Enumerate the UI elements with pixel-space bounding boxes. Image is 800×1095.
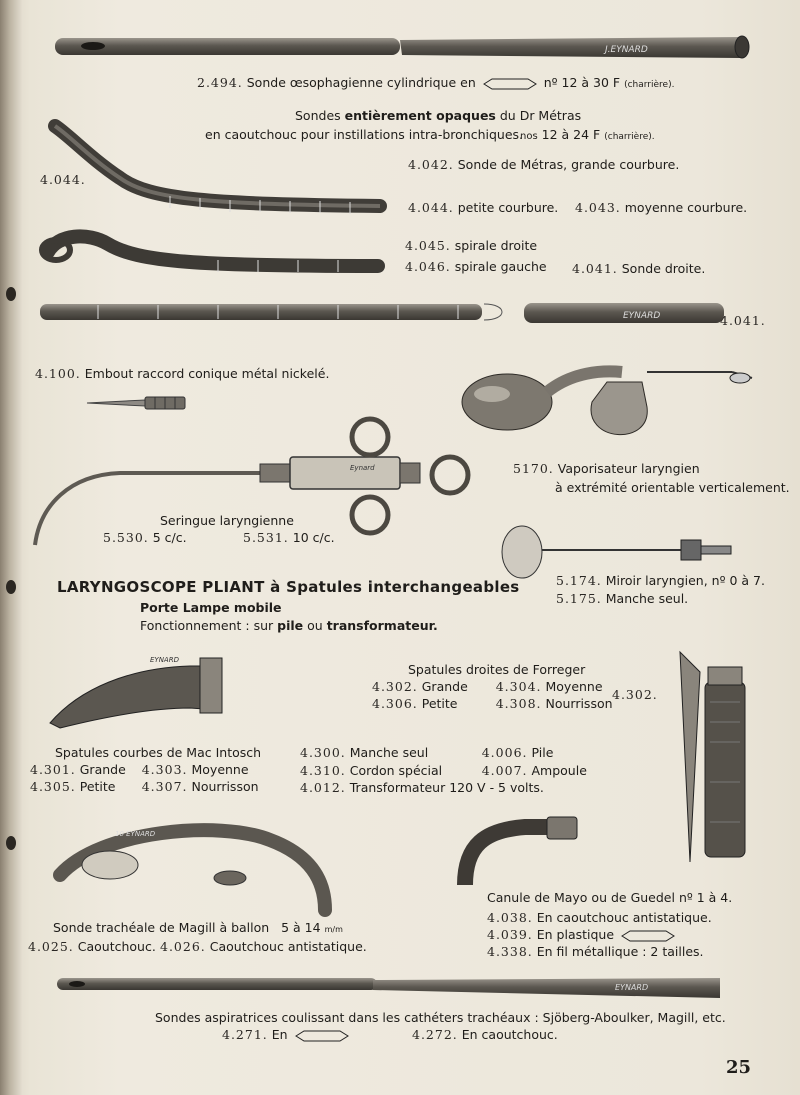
item-5530 bbox=[103, 530, 187, 545]
item-4039 bbox=[487, 927, 678, 944]
item-number: 4.045. bbox=[405, 238, 451, 253]
resinil-logo bbox=[482, 76, 538, 92]
item-4046 bbox=[405, 259, 547, 274]
item-label: Grande bbox=[421, 679, 468, 694]
item-number: 4.338. bbox=[487, 944, 533, 959]
item-4100 bbox=[35, 366, 329, 381]
item-number: 4.042. bbox=[408, 157, 454, 172]
metras-description bbox=[205, 127, 523, 142]
description-text: en caoutchouc pour instillations intra-bronchiques. bbox=[205, 127, 524, 142]
item-number: 4.039. bbox=[487, 927, 533, 942]
item-4271 bbox=[222, 1027, 352, 1044]
item-number: 5.175. bbox=[556, 591, 602, 606]
laryngoscope-title: LARYNGOSCOPE PLIANT à Spatules interchangeables bbox=[57, 578, 520, 596]
item-4044 bbox=[408, 200, 558, 215]
size-range: 5 à 14 bbox=[281, 920, 321, 935]
forreger-row bbox=[372, 679, 603, 694]
suction-catheter-illustration bbox=[55, 972, 725, 1002]
heading-part: du Dr Métras bbox=[499, 108, 582, 123]
item-4043 bbox=[575, 200, 747, 215]
laryngoscope-subtitle: Porte Lampe mobile bbox=[140, 600, 282, 615]
page-binding bbox=[0, 0, 22, 1095]
item-4338 bbox=[487, 944, 704, 959]
item-number: 4.026. bbox=[160, 939, 206, 954]
item-label: En caoutchouc. bbox=[461, 1027, 558, 1042]
item-label: Vaporisateur laryngien bbox=[557, 461, 700, 476]
item-number: 4.044. bbox=[408, 200, 454, 215]
resinil-logo bbox=[620, 928, 676, 944]
size-unit: (charrière). bbox=[604, 132, 655, 142]
metras-heading bbox=[295, 108, 581, 123]
item-number: 5170. bbox=[513, 461, 554, 476]
item-4038 bbox=[487, 910, 712, 925]
item-label: Grande bbox=[79, 762, 126, 777]
forreger-row bbox=[372, 696, 613, 711]
item-label: Caoutchouc. bbox=[77, 939, 156, 954]
item-number: 4.100. bbox=[35, 366, 81, 381]
item-label: Ampoule bbox=[531, 763, 587, 778]
item-number: 4.006. bbox=[481, 745, 528, 760]
item-number: 5.174. bbox=[556, 573, 602, 588]
item-number: 4.007. bbox=[481, 763, 528, 778]
syringe-title: Seringue laryngienne bbox=[160, 513, 294, 528]
item-label: Miroir laryngien, nº 0 à 7. bbox=[605, 573, 765, 588]
item-5174 bbox=[556, 573, 765, 588]
item-label: Pile bbox=[531, 745, 554, 760]
item-label: Petite bbox=[421, 696, 458, 711]
svg-text:EYNARD: EYNARD bbox=[615, 983, 649, 992]
item-label: 5 c/c. bbox=[152, 530, 187, 545]
accessory-row bbox=[300, 763, 587, 778]
straight-tube-illustration bbox=[38, 300, 728, 330]
macintosh-row bbox=[30, 779, 259, 794]
item-label: spirale droite bbox=[454, 238, 538, 253]
accessory-row bbox=[300, 780, 544, 795]
canula-title: Canule de Mayo ou de Guedel nº 1 à 4. bbox=[487, 890, 733, 905]
suction-title: Sondes aspiratrices coulissant dans les cathéters trachéaux : Sjöberg-Aboulker, Magill, etc. bbox=[155, 1010, 726, 1025]
item-label: Caoutchouc antistatique. bbox=[209, 939, 367, 954]
item-label: moyenne courbure. bbox=[624, 200, 748, 215]
item-label: Moyenne bbox=[191, 762, 249, 777]
conical-connector-illustration bbox=[85, 393, 195, 415]
binding-hole bbox=[6, 287, 16, 301]
operation-text: ou bbox=[307, 618, 323, 633]
item-label: En fil métallique : 2 tailles. bbox=[536, 944, 704, 959]
item-4041 bbox=[572, 261, 705, 276]
item-4042 bbox=[408, 157, 679, 172]
item-label: En caoutchouc antistatique. bbox=[536, 910, 712, 925]
item-4302-side-number: 4.302. bbox=[612, 687, 658, 702]
item-number: 4.012. bbox=[300, 780, 346, 795]
metras-size bbox=[520, 127, 655, 145]
svg-text:10 EYNARD: 10 EYNARD bbox=[115, 830, 156, 838]
page-number: 25 bbox=[726, 1057, 752, 1078]
binding-hole bbox=[6, 836, 16, 850]
operation-text: Fonctionnement : sur bbox=[140, 618, 274, 633]
svg-text:EYNARD: EYNARD bbox=[623, 311, 661, 321]
item-number: 4.271. bbox=[222, 1027, 268, 1042]
item-size: nº 12 à 30 F bbox=[543, 75, 621, 90]
item-number: 4.303. bbox=[141, 762, 188, 777]
magill-tube-illustration bbox=[40, 810, 340, 915]
operation-bold: pile bbox=[277, 618, 304, 633]
item-label: Moyenne bbox=[545, 679, 603, 694]
item-number: 4.272. bbox=[412, 1027, 458, 1042]
size-unit: m/m bbox=[324, 925, 343, 934]
heading-part: Sondes bbox=[295, 108, 341, 123]
laryngoscope-operation bbox=[140, 618, 438, 633]
item-unit: (charrière). bbox=[624, 80, 675, 90]
item-label: Transformateur 120 V - 5 volts. bbox=[349, 780, 544, 795]
svg-text:EYNARD: EYNARD bbox=[150, 656, 179, 664]
item-5170-line2: à extrémité orientable verticalement. bbox=[555, 480, 790, 495]
item-number: 4.310. bbox=[300, 763, 346, 778]
laryngoscope-handle-illustration bbox=[660, 632, 760, 872]
item-label: En plastique bbox=[536, 927, 615, 942]
guedel-canula-illustration bbox=[455, 815, 585, 890]
binding-hole bbox=[6, 580, 16, 594]
item-label: 10 c/c. bbox=[292, 530, 335, 545]
item-4026 bbox=[160, 939, 367, 954]
macintosh-row bbox=[30, 762, 249, 777]
item-number: 4.300. bbox=[300, 745, 346, 760]
magill-title bbox=[53, 920, 343, 937]
item-label: spirale gauche bbox=[454, 259, 547, 274]
accessory-row bbox=[300, 745, 553, 760]
svg-text:J.EYNARD: J.EYNARD bbox=[605, 45, 648, 55]
laryngeal-vaporizer-illustration bbox=[452, 352, 772, 452]
item-number: 4.307. bbox=[141, 779, 188, 794]
item-label: En bbox=[271, 1027, 288, 1042]
item-number: 5.530. bbox=[103, 530, 149, 545]
item-5531 bbox=[243, 530, 335, 545]
item-number: 4.025. bbox=[28, 939, 74, 954]
item-number: 4.046. bbox=[405, 259, 451, 274]
heading-bold: entièrement opaques bbox=[344, 108, 496, 123]
item-number: 4.041. bbox=[572, 261, 618, 276]
item-number: 4.038. bbox=[487, 910, 533, 925]
item-number: 2.494. bbox=[197, 75, 243, 90]
laryngoscope-blade-illustration bbox=[40, 648, 240, 738]
oesophageal-tube-caption bbox=[197, 75, 674, 93]
item-number: 4.043. bbox=[575, 200, 621, 215]
item-label: Sonde trachéale de Magill à ballon bbox=[53, 920, 270, 935]
item-4272 bbox=[412, 1027, 558, 1042]
resinil-logo bbox=[294, 1028, 350, 1044]
item-label: Nourrisson bbox=[545, 696, 613, 711]
item-label: Manche seul. bbox=[605, 591, 689, 606]
item-label: Manche seul bbox=[349, 745, 429, 760]
item-4025 bbox=[28, 939, 156, 954]
svg-text:Eynard: Eynard bbox=[350, 464, 375, 472]
spiral-tube-illustration bbox=[38, 224, 388, 279]
forreger-title: Spatules droites de Forreger bbox=[408, 662, 586, 677]
item-label: Sonde de Métras, grande courbure. bbox=[457, 157, 680, 172]
item-label: Sonde œsophagienne cylindrique en bbox=[246, 75, 476, 90]
item-label: Sonde droite. bbox=[621, 261, 706, 276]
operation-bold: transformateur. bbox=[326, 618, 438, 633]
item-number: 4.301. bbox=[30, 762, 76, 777]
item-label: Embout raccord conique métal nickelé. bbox=[84, 366, 330, 381]
size-range: 12 à 24 F bbox=[541, 127, 601, 142]
macintosh-title: Spatules courbes de Mac Intosch bbox=[55, 745, 262, 760]
item-label: Petite bbox=[79, 779, 116, 794]
item-number: 4.304. bbox=[495, 679, 542, 694]
item-label: petite courbure. bbox=[457, 200, 559, 215]
item-number: 5.531. bbox=[243, 530, 289, 545]
item-4045 bbox=[405, 238, 537, 253]
item-label: Nourrisson bbox=[191, 779, 259, 794]
item-5175 bbox=[556, 591, 688, 606]
item-5170 bbox=[513, 461, 700, 476]
item-label: Cordon spécial bbox=[349, 763, 443, 778]
item-4044-side-number: 4.044. bbox=[40, 172, 86, 187]
item-number: 4.306. bbox=[372, 696, 418, 711]
size-prefix: nos bbox=[520, 131, 538, 142]
item-number: 4.302. bbox=[372, 679, 418, 694]
item-number: 4.308. bbox=[495, 696, 542, 711]
item-number: 4.305. bbox=[30, 779, 76, 794]
item-4041-side-number: 4.041. bbox=[720, 313, 766, 328]
oesophageal-tube-illustration bbox=[50, 28, 755, 68]
